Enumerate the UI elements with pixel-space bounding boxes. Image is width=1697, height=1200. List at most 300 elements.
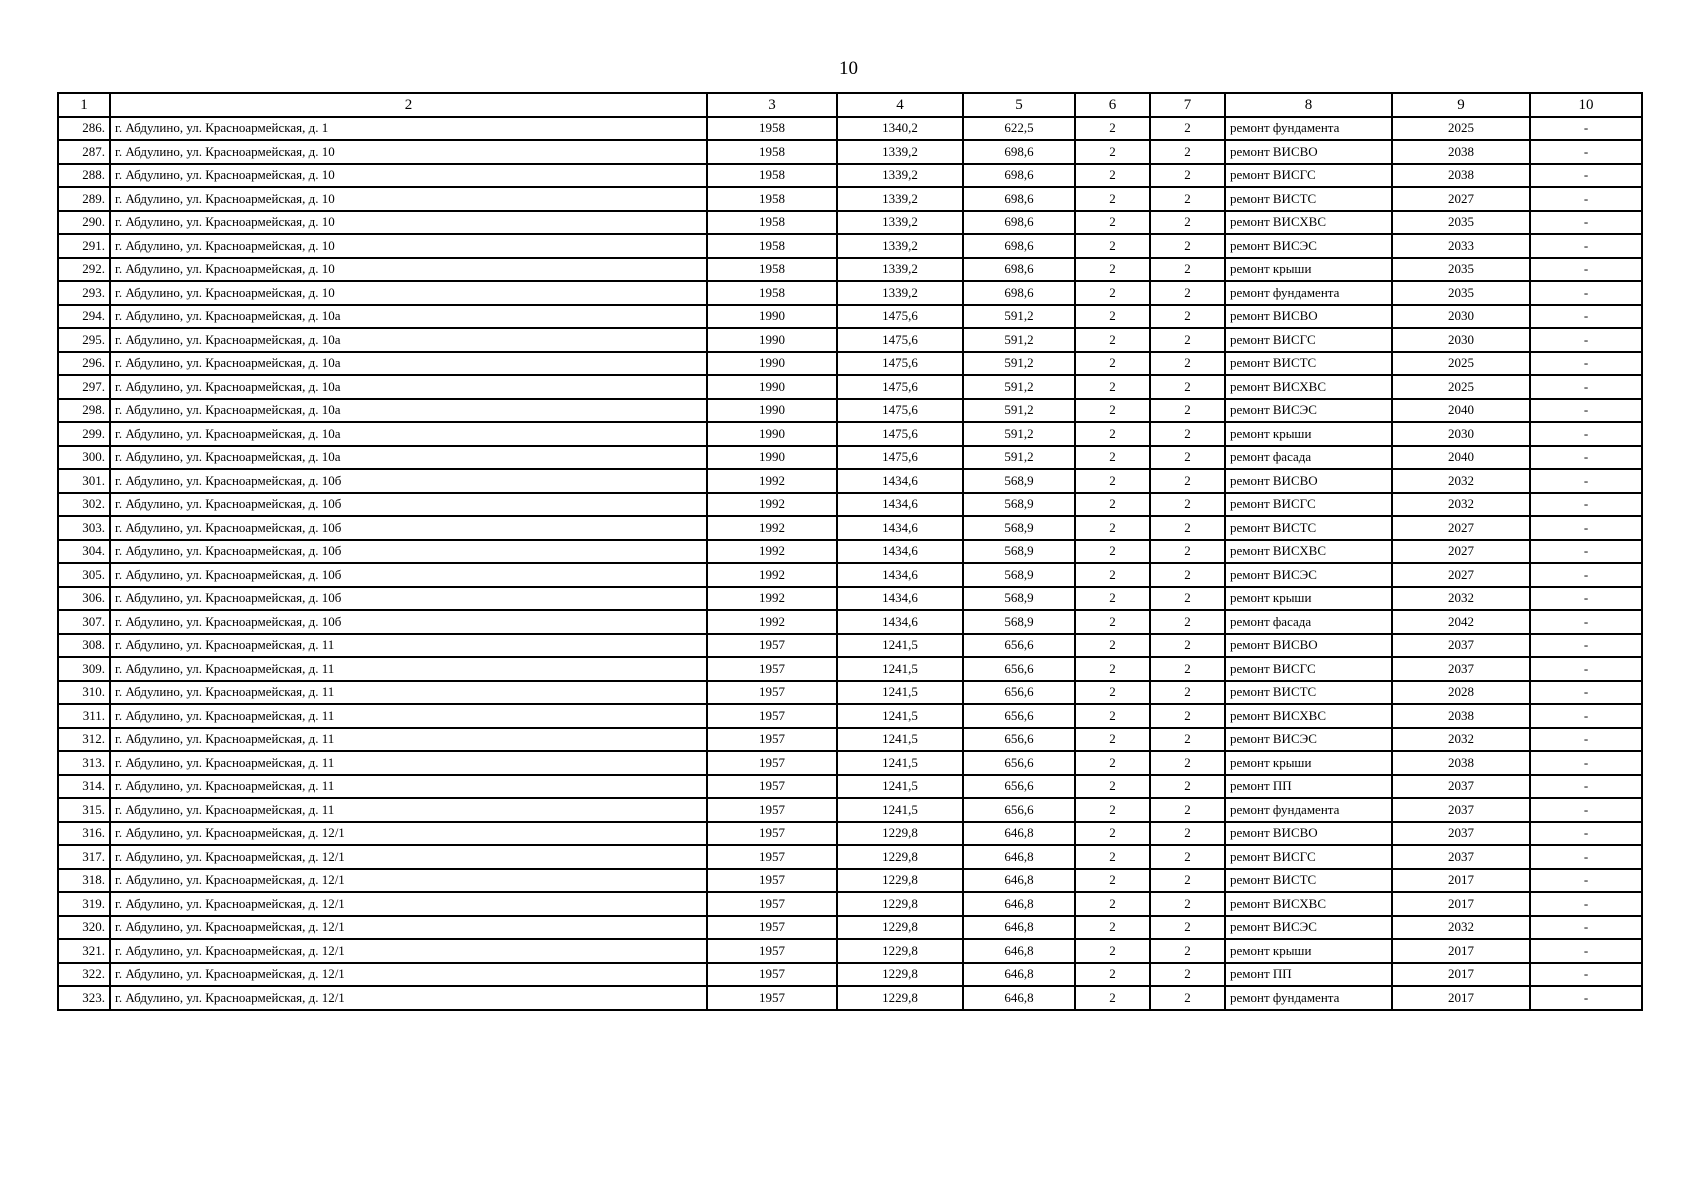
work-type-cell: ремонт ВИСХВС xyxy=(1225,540,1392,564)
entrances-cell: 2 xyxy=(1150,117,1225,141)
column-header: 3 xyxy=(707,93,837,117)
planned-year-cell: 2037 xyxy=(1392,798,1530,822)
floors-cell: 2 xyxy=(1075,328,1150,352)
entrances-cell: 2 xyxy=(1150,775,1225,799)
living-area-cell: 591,2 xyxy=(963,328,1075,352)
floors-cell: 2 xyxy=(1075,822,1150,846)
note-cell: - xyxy=(1530,540,1642,564)
table-row xyxy=(58,728,1642,752)
entrances-cell: 2 xyxy=(1150,187,1225,211)
work-type-cell: ремонт ВИСВО xyxy=(1225,822,1392,846)
year-built-cell: 1958 xyxy=(707,117,837,141)
column-header: 1 xyxy=(58,93,110,117)
row-number-cell: 298. xyxy=(58,399,110,423)
entrances-cell: 2 xyxy=(1150,657,1225,681)
row-number-cell: 308. xyxy=(58,634,110,658)
living-area-cell: 568,9 xyxy=(963,493,1075,517)
table-row xyxy=(58,939,1642,963)
planned-year-cell: 2033 xyxy=(1392,234,1530,258)
note-cell: - xyxy=(1530,281,1642,305)
floors-cell: 2 xyxy=(1075,399,1150,423)
total-area-cell: 1475,6 xyxy=(837,352,963,376)
row-number-cell: 311. xyxy=(58,704,110,728)
table-row xyxy=(58,446,1642,470)
address-cell: г. Абдулино, ул. Красноармейская, д. 10б xyxy=(110,516,707,540)
column-header: 4 xyxy=(837,93,963,117)
address-cell: г. Абдулино, ул. Красноармейская, д. 12/1 xyxy=(110,963,707,987)
table-row xyxy=(58,916,1642,940)
floors-cell: 2 xyxy=(1075,939,1150,963)
row-number-cell: 304. xyxy=(58,540,110,564)
planned-year-cell: 2027 xyxy=(1392,187,1530,211)
total-area-cell: 1475,6 xyxy=(837,328,963,352)
year-built-cell: 1957 xyxy=(707,751,837,775)
total-area-cell: 1241,5 xyxy=(837,751,963,775)
work-type-cell: ремонт ВИСГС xyxy=(1225,657,1392,681)
year-built-cell: 1957 xyxy=(707,869,837,893)
address-cell: г. Абдулино, ул. Красноармейская, д. 11 xyxy=(110,704,707,728)
column-header: 9 xyxy=(1392,93,1530,117)
planned-year-cell: 2025 xyxy=(1392,352,1530,376)
year-built-cell: 1990 xyxy=(707,446,837,470)
note-cell: - xyxy=(1530,258,1642,282)
address-cell: г. Абдулино, ул. Красноармейская, д. 10б xyxy=(110,563,707,587)
note-cell: - xyxy=(1530,751,1642,775)
year-built-cell: 1992 xyxy=(707,610,837,634)
entrances-cell: 2 xyxy=(1150,540,1225,564)
address-cell: г. Абдулино, ул. Красноармейская, д. 11 xyxy=(110,775,707,799)
total-area-cell: 1434,6 xyxy=(837,469,963,493)
total-area-cell: 1241,5 xyxy=(837,657,963,681)
living-area-cell: 656,6 xyxy=(963,657,1075,681)
note-cell: - xyxy=(1530,140,1642,164)
table-row xyxy=(58,305,1642,329)
row-number-cell: 288. xyxy=(58,164,110,188)
year-built-cell: 1957 xyxy=(707,845,837,869)
table-row xyxy=(58,516,1642,540)
living-area-cell: 656,6 xyxy=(963,751,1075,775)
entrances-cell: 2 xyxy=(1150,258,1225,282)
living-area-cell: 568,9 xyxy=(963,563,1075,587)
entrances-cell: 2 xyxy=(1150,939,1225,963)
row-number-cell: 295. xyxy=(58,328,110,352)
floors-cell: 2 xyxy=(1075,258,1150,282)
planned-year-cell: 2017 xyxy=(1392,892,1530,916)
note-cell: - xyxy=(1530,610,1642,634)
entrances-cell: 2 xyxy=(1150,328,1225,352)
total-area-cell: 1229,8 xyxy=(837,869,963,893)
planned-year-cell: 2035 xyxy=(1392,281,1530,305)
address-cell: г. Абдулино, ул. Красноармейская, д. 11 xyxy=(110,728,707,752)
table-row xyxy=(58,634,1642,658)
total-area-cell: 1434,6 xyxy=(837,493,963,517)
table-row xyxy=(58,493,1642,517)
floors-cell: 2 xyxy=(1075,775,1150,799)
entrances-cell: 2 xyxy=(1150,352,1225,376)
total-area-cell: 1434,6 xyxy=(837,516,963,540)
year-built-cell: 1990 xyxy=(707,305,837,329)
work-type-cell: ремонт фундамента xyxy=(1225,798,1392,822)
note-cell: - xyxy=(1530,634,1642,658)
row-number-cell: 321. xyxy=(58,939,110,963)
table-row xyxy=(58,869,1642,893)
year-built-cell: 1990 xyxy=(707,328,837,352)
floors-cell: 2 xyxy=(1075,704,1150,728)
floors-cell: 2 xyxy=(1075,963,1150,987)
planned-year-cell: 2030 xyxy=(1392,328,1530,352)
entrances-cell: 2 xyxy=(1150,869,1225,893)
note-cell: - xyxy=(1530,399,1642,423)
entrances-cell: 2 xyxy=(1150,681,1225,705)
note-cell: - xyxy=(1530,986,1642,1010)
table-row xyxy=(58,258,1642,282)
planned-year-cell: 2017 xyxy=(1392,963,1530,987)
work-type-cell: ремонт крыши xyxy=(1225,422,1392,446)
planned-year-cell: 2032 xyxy=(1392,587,1530,611)
living-area-cell: 698,6 xyxy=(963,234,1075,258)
entrances-cell: 2 xyxy=(1150,164,1225,188)
column-header: 8 xyxy=(1225,93,1392,117)
address-cell: г. Абдулино, ул. Красноармейская, д. 10 xyxy=(110,281,707,305)
floors-cell: 2 xyxy=(1075,187,1150,211)
living-area-cell: 656,6 xyxy=(963,798,1075,822)
year-built-cell: 1957 xyxy=(707,939,837,963)
address-cell: г. Абдулино, ул. Красноармейская, д. 10б xyxy=(110,540,707,564)
row-number-cell: 305. xyxy=(58,563,110,587)
planned-year-cell: 2017 xyxy=(1392,869,1530,893)
living-area-cell: 646,8 xyxy=(963,939,1075,963)
table-row xyxy=(58,422,1642,446)
row-number-cell: 296. xyxy=(58,352,110,376)
row-number-cell: 315. xyxy=(58,798,110,822)
total-area-cell: 1229,8 xyxy=(837,892,963,916)
entrances-cell: 2 xyxy=(1150,563,1225,587)
note-cell: - xyxy=(1530,469,1642,493)
planned-year-cell: 2025 xyxy=(1392,375,1530,399)
planned-year-cell: 2027 xyxy=(1392,516,1530,540)
work-type-cell: ремонт ВИСЭС xyxy=(1225,399,1392,423)
floors-cell: 2 xyxy=(1075,375,1150,399)
floors-cell: 2 xyxy=(1075,281,1150,305)
address-cell: г. Абдулино, ул. Красноармейская, д. 10б xyxy=(110,610,707,634)
living-area-cell: 646,8 xyxy=(963,986,1075,1010)
entrances-cell: 2 xyxy=(1150,399,1225,423)
column-header: 10 xyxy=(1530,93,1642,117)
planned-year-cell: 2038 xyxy=(1392,164,1530,188)
total-area-cell: 1434,6 xyxy=(837,563,963,587)
work-type-cell: ремонт ВИСВО xyxy=(1225,305,1392,329)
work-type-cell: ремонт фундамента xyxy=(1225,281,1392,305)
note-cell: - xyxy=(1530,187,1642,211)
total-area-cell: 1229,8 xyxy=(837,939,963,963)
table-row xyxy=(58,234,1642,258)
address-cell: г. Абдулино, ул. Красноармейская, д. 10а xyxy=(110,328,707,352)
planned-year-cell: 2032 xyxy=(1392,469,1530,493)
table-row xyxy=(58,352,1642,376)
entrances-cell: 2 xyxy=(1150,516,1225,540)
total-area-cell: 1339,2 xyxy=(837,140,963,164)
year-built-cell: 1957 xyxy=(707,681,837,705)
work-type-cell: ремонт фундамента xyxy=(1225,986,1392,1010)
note-cell: - xyxy=(1530,587,1642,611)
year-built-cell: 1990 xyxy=(707,375,837,399)
table-row xyxy=(58,986,1642,1010)
living-area-cell: 698,6 xyxy=(963,258,1075,282)
floors-cell: 2 xyxy=(1075,305,1150,329)
total-area-cell: 1229,8 xyxy=(837,845,963,869)
living-area-cell: 698,6 xyxy=(963,140,1075,164)
row-number-cell: 294. xyxy=(58,305,110,329)
table-row xyxy=(58,845,1642,869)
address-cell: г. Абдулино, ул. Красноармейская, д. 12/1 xyxy=(110,822,707,846)
living-area-cell: 591,2 xyxy=(963,375,1075,399)
planned-year-cell: 2037 xyxy=(1392,845,1530,869)
planned-year-cell: 2025 xyxy=(1392,117,1530,141)
living-area-cell: 591,2 xyxy=(963,305,1075,329)
work-type-cell: ремонт ПП xyxy=(1225,775,1392,799)
address-cell: г. Абдулино, ул. Красноармейская, д. 12/1 xyxy=(110,939,707,963)
floors-cell: 2 xyxy=(1075,892,1150,916)
row-number-cell: 293. xyxy=(58,281,110,305)
address-cell: г. Абдулино, ул. Красноармейская, д. 12/1 xyxy=(110,916,707,940)
note-cell: - xyxy=(1530,563,1642,587)
year-built-cell: 1957 xyxy=(707,657,837,681)
entrances-cell: 2 xyxy=(1150,916,1225,940)
work-type-cell: ремонт ПП xyxy=(1225,963,1392,987)
address-cell: г. Абдулино, ул. Красноармейская, д. 10а xyxy=(110,422,707,446)
planned-year-cell: 2027 xyxy=(1392,540,1530,564)
table-row xyxy=(58,187,1642,211)
year-built-cell: 1957 xyxy=(707,822,837,846)
address-cell: г. Абдулино, ул. Красноармейская, д. 10а xyxy=(110,399,707,423)
work-type-cell: ремонт ВИСХВС xyxy=(1225,892,1392,916)
planned-year-cell: 2037 xyxy=(1392,775,1530,799)
note-cell: - xyxy=(1530,939,1642,963)
entrances-cell: 2 xyxy=(1150,845,1225,869)
year-built-cell: 1957 xyxy=(707,634,837,658)
note-cell: - xyxy=(1530,234,1642,258)
planned-year-cell: 2040 xyxy=(1392,446,1530,470)
planned-year-cell: 2032 xyxy=(1392,728,1530,752)
table-row xyxy=(58,775,1642,799)
floors-cell: 2 xyxy=(1075,234,1150,258)
work-type-cell: ремонт ВИСХВС xyxy=(1225,211,1392,235)
row-number-cell: 310. xyxy=(58,681,110,705)
work-type-cell: ремонт ВИСХВС xyxy=(1225,375,1392,399)
address-cell: г. Абдулино, ул. Красноармейская, д. 11 xyxy=(110,634,707,658)
column-header: 6 xyxy=(1075,93,1150,117)
note-cell: - xyxy=(1530,728,1642,752)
work-type-cell: ремонт ВИСВО xyxy=(1225,140,1392,164)
note-cell: - xyxy=(1530,845,1642,869)
entrances-cell: 2 xyxy=(1150,493,1225,517)
living-area-cell: 698,6 xyxy=(963,164,1075,188)
year-built-cell: 1958 xyxy=(707,211,837,235)
table-row xyxy=(58,822,1642,846)
address-cell: г. Абдулино, ул. Красноармейская, д. 10 xyxy=(110,234,707,258)
total-area-cell: 1241,5 xyxy=(837,775,963,799)
entrances-cell: 2 xyxy=(1150,704,1225,728)
work-type-cell: ремонт крыши xyxy=(1225,258,1392,282)
repair-schedule-table xyxy=(57,92,1643,1011)
address-cell: г. Абдулино, ул. Красноармейская, д. 10а xyxy=(110,305,707,329)
living-area-cell: 591,2 xyxy=(963,352,1075,376)
entrances-cell: 2 xyxy=(1150,751,1225,775)
table-row xyxy=(58,798,1642,822)
total-area-cell: 1339,2 xyxy=(837,281,963,305)
note-cell: - xyxy=(1530,704,1642,728)
note-cell: - xyxy=(1530,493,1642,517)
table-row xyxy=(58,469,1642,493)
total-area-cell: 1229,8 xyxy=(837,916,963,940)
entrances-cell: 2 xyxy=(1150,822,1225,846)
total-area-cell: 1434,6 xyxy=(837,610,963,634)
total-area-cell: 1339,2 xyxy=(837,187,963,211)
floors-cell: 2 xyxy=(1075,751,1150,775)
year-built-cell: 1992 xyxy=(707,540,837,564)
entrances-cell: 2 xyxy=(1150,234,1225,258)
row-number-cell: 323. xyxy=(58,986,110,1010)
total-area-cell: 1475,6 xyxy=(837,422,963,446)
planned-year-cell: 2038 xyxy=(1392,140,1530,164)
planned-year-cell: 2040 xyxy=(1392,399,1530,423)
address-cell: г. Абдулино, ул. Красноармейская, д. 12/1 xyxy=(110,892,707,916)
floors-cell: 2 xyxy=(1075,634,1150,658)
entrances-cell: 2 xyxy=(1150,892,1225,916)
table-row xyxy=(58,375,1642,399)
total-area-cell: 1241,5 xyxy=(837,634,963,658)
living-area-cell: 646,8 xyxy=(963,963,1075,987)
planned-year-cell: 2042 xyxy=(1392,610,1530,634)
note-cell: - xyxy=(1530,328,1642,352)
address-cell: г. Абдулино, ул. Красноармейская, д. 10б xyxy=(110,493,707,517)
living-area-cell: 568,9 xyxy=(963,587,1075,611)
note-cell: - xyxy=(1530,164,1642,188)
planned-year-cell: 2037 xyxy=(1392,822,1530,846)
row-number-cell: 318. xyxy=(58,869,110,893)
year-built-cell: 1957 xyxy=(707,963,837,987)
total-area-cell: 1241,5 xyxy=(837,798,963,822)
work-type-cell: ремонт крыши xyxy=(1225,587,1392,611)
table-row xyxy=(58,281,1642,305)
row-number-cell: 317. xyxy=(58,845,110,869)
work-type-cell: ремонт ВИСЭС xyxy=(1225,916,1392,940)
entrances-cell: 2 xyxy=(1150,798,1225,822)
total-area-cell: 1339,2 xyxy=(837,211,963,235)
row-number-cell: 286. xyxy=(58,117,110,141)
address-cell: г. Абдулино, ул. Красноармейская, д. 12/1 xyxy=(110,869,707,893)
floors-cell: 2 xyxy=(1075,587,1150,611)
work-type-cell: ремонт ВИСТС xyxy=(1225,187,1392,211)
note-cell: - xyxy=(1530,822,1642,846)
note-cell: - xyxy=(1530,422,1642,446)
row-number-cell: 313. xyxy=(58,751,110,775)
planned-year-cell: 2027 xyxy=(1392,563,1530,587)
entrances-cell: 2 xyxy=(1150,634,1225,658)
table-row xyxy=(58,610,1642,634)
address-cell: г. Абдулино, ул. Красноармейская, д. 11 xyxy=(110,681,707,705)
address-cell: г. Абдулино, ул. Красноармейская, д. 10б xyxy=(110,469,707,493)
row-number-cell: 297. xyxy=(58,375,110,399)
table-row xyxy=(58,892,1642,916)
row-number-cell: 316. xyxy=(58,822,110,846)
table-row xyxy=(58,751,1642,775)
entrances-cell: 2 xyxy=(1150,375,1225,399)
floors-cell: 2 xyxy=(1075,469,1150,493)
note-cell: - xyxy=(1530,892,1642,916)
total-area-cell: 1340,2 xyxy=(837,117,963,141)
address-cell: г. Абдулино, ул. Красноармейская, д. 11 xyxy=(110,798,707,822)
table-row xyxy=(58,963,1642,987)
planned-year-cell: 2017 xyxy=(1392,986,1530,1010)
note-cell: - xyxy=(1530,657,1642,681)
note-cell: - xyxy=(1530,681,1642,705)
floors-cell: 2 xyxy=(1075,681,1150,705)
living-area-cell: 656,6 xyxy=(963,681,1075,705)
year-built-cell: 1958 xyxy=(707,187,837,211)
address-cell: г. Абдулино, ул. Красноармейская, д. 10а xyxy=(110,352,707,376)
work-type-cell: ремонт ВИСТС xyxy=(1225,869,1392,893)
floors-cell: 2 xyxy=(1075,516,1150,540)
address-cell: г. Абдулино, ул. Красноармейская, д. 10 xyxy=(110,164,707,188)
work-type-cell: ремонт ВИСЭС xyxy=(1225,234,1392,258)
note-cell: - xyxy=(1530,352,1642,376)
work-type-cell: ремонт ВИСТС xyxy=(1225,516,1392,540)
work-type-cell: ремонт крыши xyxy=(1225,751,1392,775)
row-number-cell: 319. xyxy=(58,892,110,916)
planned-year-cell: 2017 xyxy=(1392,939,1530,963)
total-area-cell: 1475,6 xyxy=(837,399,963,423)
floors-cell: 2 xyxy=(1075,540,1150,564)
total-area-cell: 1475,6 xyxy=(837,446,963,470)
work-type-cell: ремонт ВИСВО xyxy=(1225,469,1392,493)
year-built-cell: 1990 xyxy=(707,352,837,376)
column-header: 7 xyxy=(1150,93,1225,117)
row-number-cell: 290. xyxy=(58,211,110,235)
floors-cell: 2 xyxy=(1075,140,1150,164)
year-built-cell: 1958 xyxy=(707,281,837,305)
work-type-cell: ремонт ВИСВО xyxy=(1225,634,1392,658)
address-cell: г. Абдулино, ул. Красноармейская, д. 1 xyxy=(110,117,707,141)
address-cell: г. Абдулино, ул. Красноармейская, д. 12/1 xyxy=(110,986,707,1010)
entrances-cell: 2 xyxy=(1150,140,1225,164)
table-row xyxy=(58,587,1642,611)
year-built-cell: 1957 xyxy=(707,986,837,1010)
entrances-cell: 2 xyxy=(1150,986,1225,1010)
table-row xyxy=(58,540,1642,564)
year-built-cell: 1992 xyxy=(707,493,837,517)
row-number-cell: 314. xyxy=(58,775,110,799)
floors-cell: 2 xyxy=(1075,869,1150,893)
row-number-cell: 312. xyxy=(58,728,110,752)
table-row xyxy=(58,704,1642,728)
address-cell: г. Абдулино, ул. Красноармейская, д. 10б xyxy=(110,587,707,611)
floors-cell: 2 xyxy=(1075,446,1150,470)
living-area-cell: 646,8 xyxy=(963,869,1075,893)
living-area-cell: 591,2 xyxy=(963,399,1075,423)
floors-cell: 2 xyxy=(1075,798,1150,822)
table-row xyxy=(58,117,1642,141)
living-area-cell: 656,6 xyxy=(963,634,1075,658)
note-cell: - xyxy=(1530,446,1642,470)
work-type-cell: ремонт ВИСТС xyxy=(1225,681,1392,705)
table-row xyxy=(58,211,1642,235)
note-cell: - xyxy=(1530,516,1642,540)
entrances-cell: 2 xyxy=(1150,446,1225,470)
floors-cell: 2 xyxy=(1075,845,1150,869)
total-area-cell: 1339,2 xyxy=(837,258,963,282)
floors-cell: 2 xyxy=(1075,610,1150,634)
